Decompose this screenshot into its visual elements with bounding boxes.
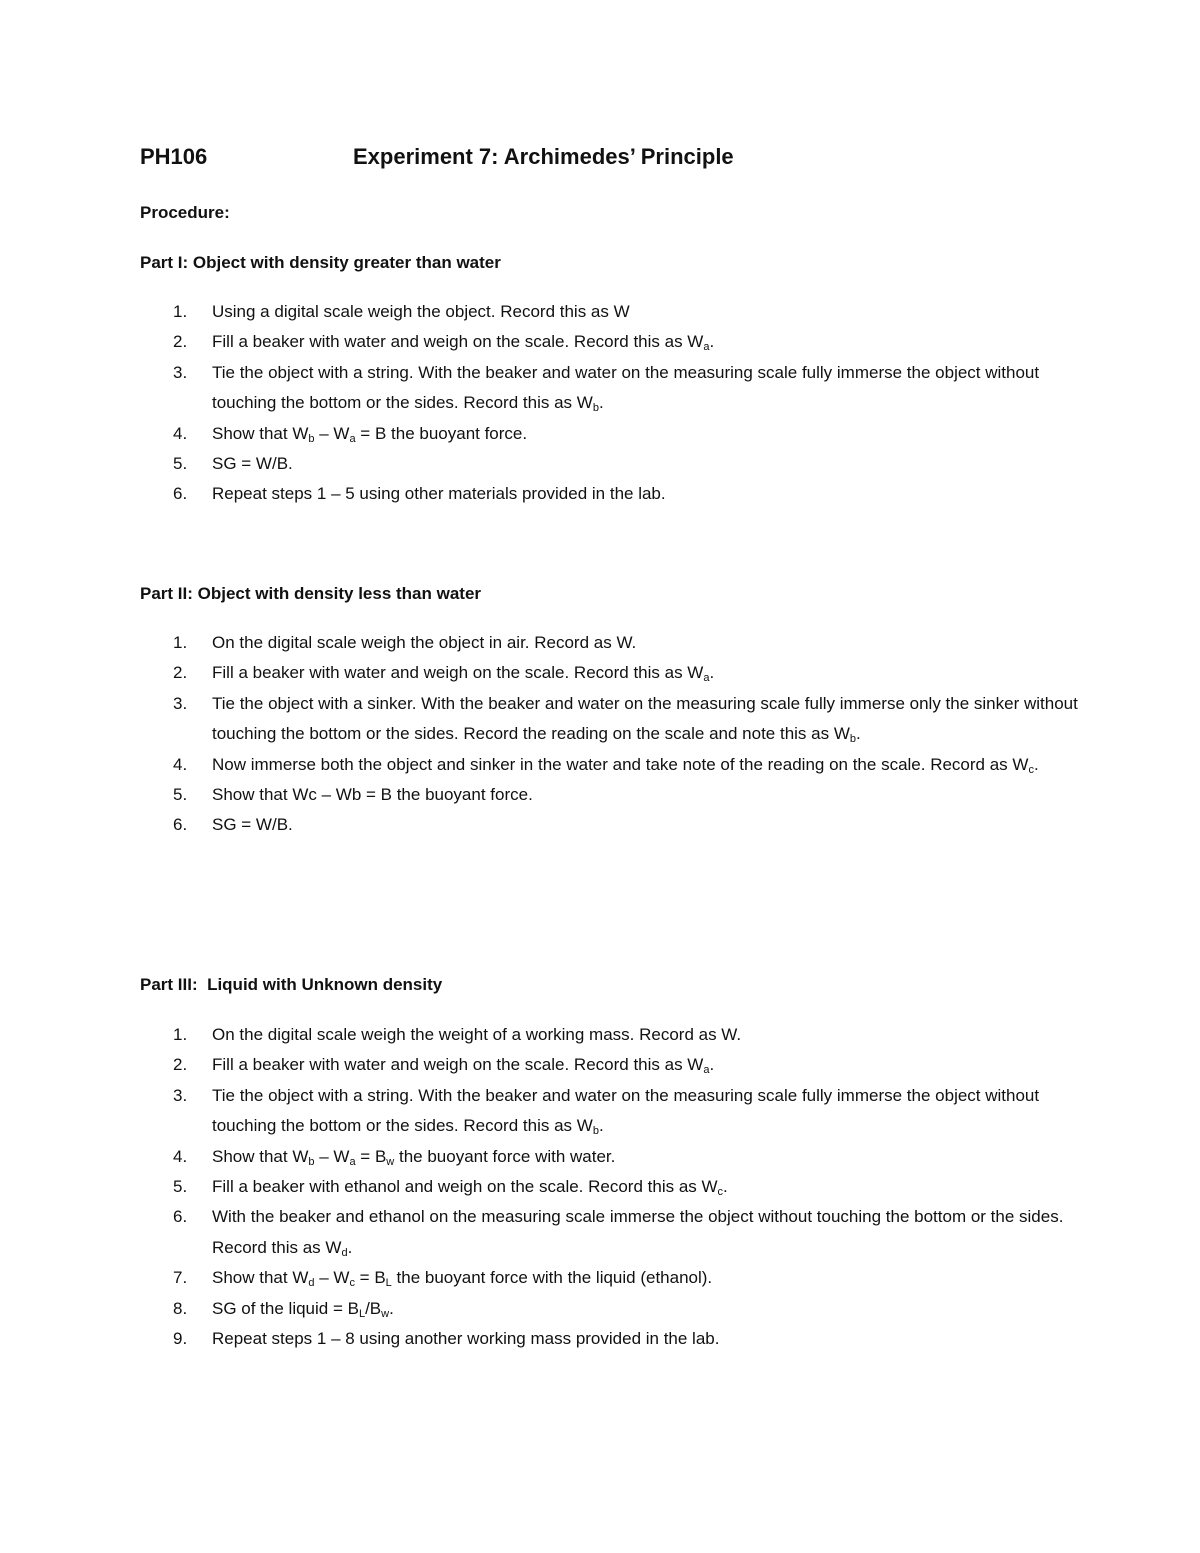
subscript: b	[592, 1125, 599, 1138]
step-text	[212, 1263, 1080, 1293]
list-item	[140, 358, 1080, 419]
list-item	[140, 810, 1080, 840]
step-text	[212, 1172, 1080, 1202]
subscript: c	[1028, 763, 1034, 776]
subscript: b	[308, 432, 315, 445]
text-run: Show that W	[212, 1268, 309, 1288]
list-item	[140, 479, 1080, 509]
step-number: 6.	[173, 1207, 188, 1227]
text-run: Tie the object with a string. With the beaker and water on the measuring scale fully immerse the object without touching the bottom or the sides. Record this as W	[212, 1085, 1040, 1136]
text-run: SG of the liquid = B	[212, 1298, 359, 1318]
step-text	[212, 628, 1080, 658]
text-run: .	[598, 393, 604, 413]
text-run: .	[709, 663, 715, 683]
step-number: 2.	[173, 332, 188, 352]
part-3-heading: Part III: Liquid with Unknown density	[140, 975, 443, 994]
text-run: = B the buoyant force.	[355, 423, 528, 443]
text-run: .	[723, 1177, 728, 1197]
step-text	[212, 658, 1080, 688]
subscript: b	[592, 402, 599, 415]
text-run: = B	[354, 1268, 386, 1288]
step-text	[212, 449, 1080, 479]
text-run: – W	[314, 423, 350, 443]
step-number: 4.	[173, 423, 188, 443]
list-item	[140, 449, 1080, 479]
step-text	[212, 358, 1080, 419]
text-run: On the digital scale weigh the object in air. Record as W.	[212, 633, 637, 652]
text-run: .	[1033, 754, 1039, 774]
step-number: 6.	[173, 484, 188, 504]
part-2-heading: Part II: Object with density less than water	[140, 584, 482, 603]
course-code: PH106	[140, 144, 208, 169]
subscript: c	[717, 1186, 724, 1199]
list-item	[140, 1050, 1080, 1080]
subscript: a	[349, 1155, 356, 1168]
subscript: a	[703, 341, 710, 354]
subscript: d	[341, 1246, 348, 1259]
step-number: 1.	[173, 1025, 188, 1044]
text-run: Show that Wc – Wb = B the buoyant force.	[212, 785, 533, 805]
text-run: With the beaker and ethanol on the measuring scale immerse the object without touching the bottom or the sides. Record this as W	[212, 1207, 1064, 1257]
step-number: 4.	[173, 754, 188, 774]
subscript: L	[358, 1307, 366, 1320]
text-run: SG = W/B.	[212, 454, 293, 474]
step-text	[212, 297, 1080, 327]
step-text	[212, 689, 1080, 750]
subscript: c	[349, 1277, 355, 1290]
step-text	[212, 479, 1080, 509]
step-text	[212, 1050, 1080, 1080]
text-run: Fill a beaker with water and weigh on the scale. Record this as W	[212, 663, 704, 683]
step-number: 5.	[173, 785, 188, 805]
text-run: .	[598, 1116, 604, 1136]
list-item	[140, 1142, 1080, 1172]
list-item	[140, 1202, 1080, 1263]
list-item	[140, 1263, 1080, 1293]
step-text	[212, 1324, 1080, 1354]
subscript: b	[308, 1155, 315, 1168]
text-run: Show that W	[212, 1146, 309, 1166]
step-number: 5.	[173, 454, 188, 474]
text-run: Fill a beaker with ethanol and weigh on the scale. Record this as W	[212, 1177, 718, 1197]
procedure-heading: Procedure:	[140, 203, 230, 222]
text-run: Fill a beaker with water and weigh on the scale. Record this as W	[212, 332, 704, 352]
text-run: .	[856, 724, 861, 744]
list-item	[140, 1020, 1080, 1050]
subscript: L	[385, 1277, 392, 1290]
step-text	[212, 1142, 1080, 1172]
text-run: .	[347, 1237, 353, 1257]
list-item	[140, 327, 1080, 357]
text-run: .	[389, 1298, 394, 1318]
step-text	[212, 1020, 1080, 1050]
step-number: 4.	[173, 1146, 188, 1166]
page-title: Experiment 7: Archimedes’ Principle	[353, 144, 734, 169]
step-number: 1.	[173, 302, 188, 321]
text-run: .	[709, 1055, 715, 1075]
text-run: Tie the object with a sinker. With the beaker and water on the measuring scale fully immerse only the sinker without touching the bottom or the sides. Record the reading on the scale and note this as W	[212, 693, 1078, 744]
step-number: 2.	[173, 1055, 188, 1075]
part-3-steps	[140, 1020, 1080, 1354]
text-run: SG = W/B.	[212, 815, 293, 835]
list-item	[140, 297, 1080, 327]
list-item	[140, 1172, 1080, 1202]
list-item	[140, 780, 1080, 810]
step-text	[212, 780, 1080, 810]
list-item	[140, 750, 1080, 780]
list-item	[140, 658, 1080, 688]
subscript: d	[308, 1277, 315, 1290]
subscript: a	[349, 432, 356, 445]
text-run: Fill a beaker with water and weigh on the scale. Record this as W	[212, 1055, 704, 1075]
step-text	[212, 1081, 1080, 1142]
list-item	[140, 1294, 1080, 1324]
text-run: the buoyant force with water.	[394, 1146, 616, 1166]
step-number: 6.	[173, 815, 188, 835]
part-1-heading: Part I: Object with density greater than water	[140, 253, 501, 272]
text-run: – W	[314, 1146, 350, 1166]
text-run: the buoyant force with the liquid (ethanol).	[391, 1268, 713, 1288]
subscript: a	[703, 672, 710, 685]
list-item	[140, 1324, 1080, 1354]
step-number: 3.	[173, 1085, 188, 1105]
list-item	[140, 628, 1080, 658]
part-1-steps	[140, 297, 1080, 510]
subscript: w	[381, 1307, 390, 1320]
step-number: 3.	[173, 693, 188, 713]
text-run: Show that W	[212, 423, 309, 443]
step-text	[212, 419, 1080, 449]
text-run: Using a digital scale weigh the object. Record this as W	[212, 302, 630, 321]
step-text	[212, 810, 1080, 840]
part-2-steps	[140, 628, 1080, 841]
subscript: w	[386, 1155, 395, 1168]
step-number: 3.	[173, 362, 188, 382]
text-run: – W	[314, 1268, 350, 1288]
step-number: 2.	[173, 663, 188, 683]
text-run: .	[709, 332, 715, 352]
step-number: 5.	[173, 1177, 188, 1197]
text-run: /B	[365, 1298, 382, 1318]
text-run: = B	[355, 1146, 387, 1166]
step-text	[212, 1294, 1080, 1324]
text-run: On the digital scale weigh the weight of a working mass. Record as W.	[212, 1025, 742, 1044]
subscript: b	[849, 733, 857, 746]
text-run: Repeat steps 1 – 8 using another working mass provided in the lab.	[212, 1329, 720, 1349]
header	[140, 144, 1080, 178]
list-item	[140, 419, 1080, 449]
step-number: 9.	[173, 1329, 188, 1349]
list-item	[140, 689, 1080, 750]
step-number: 1.	[173, 633, 188, 652]
text-run: Tie the object with a string. With the beaker and water on the measuring scale fully immerse the object without touching the bottom or the sides. Record this as W	[212, 362, 1040, 413]
step-text	[212, 1202, 1080, 1263]
step-text	[212, 327, 1080, 357]
step-text	[212, 750, 1080, 780]
step-number: 7.	[173, 1268, 188, 1288]
text-run: Repeat steps 1 – 5 using other materials provided in the lab.	[212, 484, 666, 504]
step-number: 8.	[173, 1298, 188, 1318]
text-run: Now immerse both the object and sinker in the water and take note of the reading on the scale. Record as W	[212, 754, 1029, 774]
subscript: a	[703, 1064, 710, 1077]
list-item	[140, 1081, 1080, 1142]
